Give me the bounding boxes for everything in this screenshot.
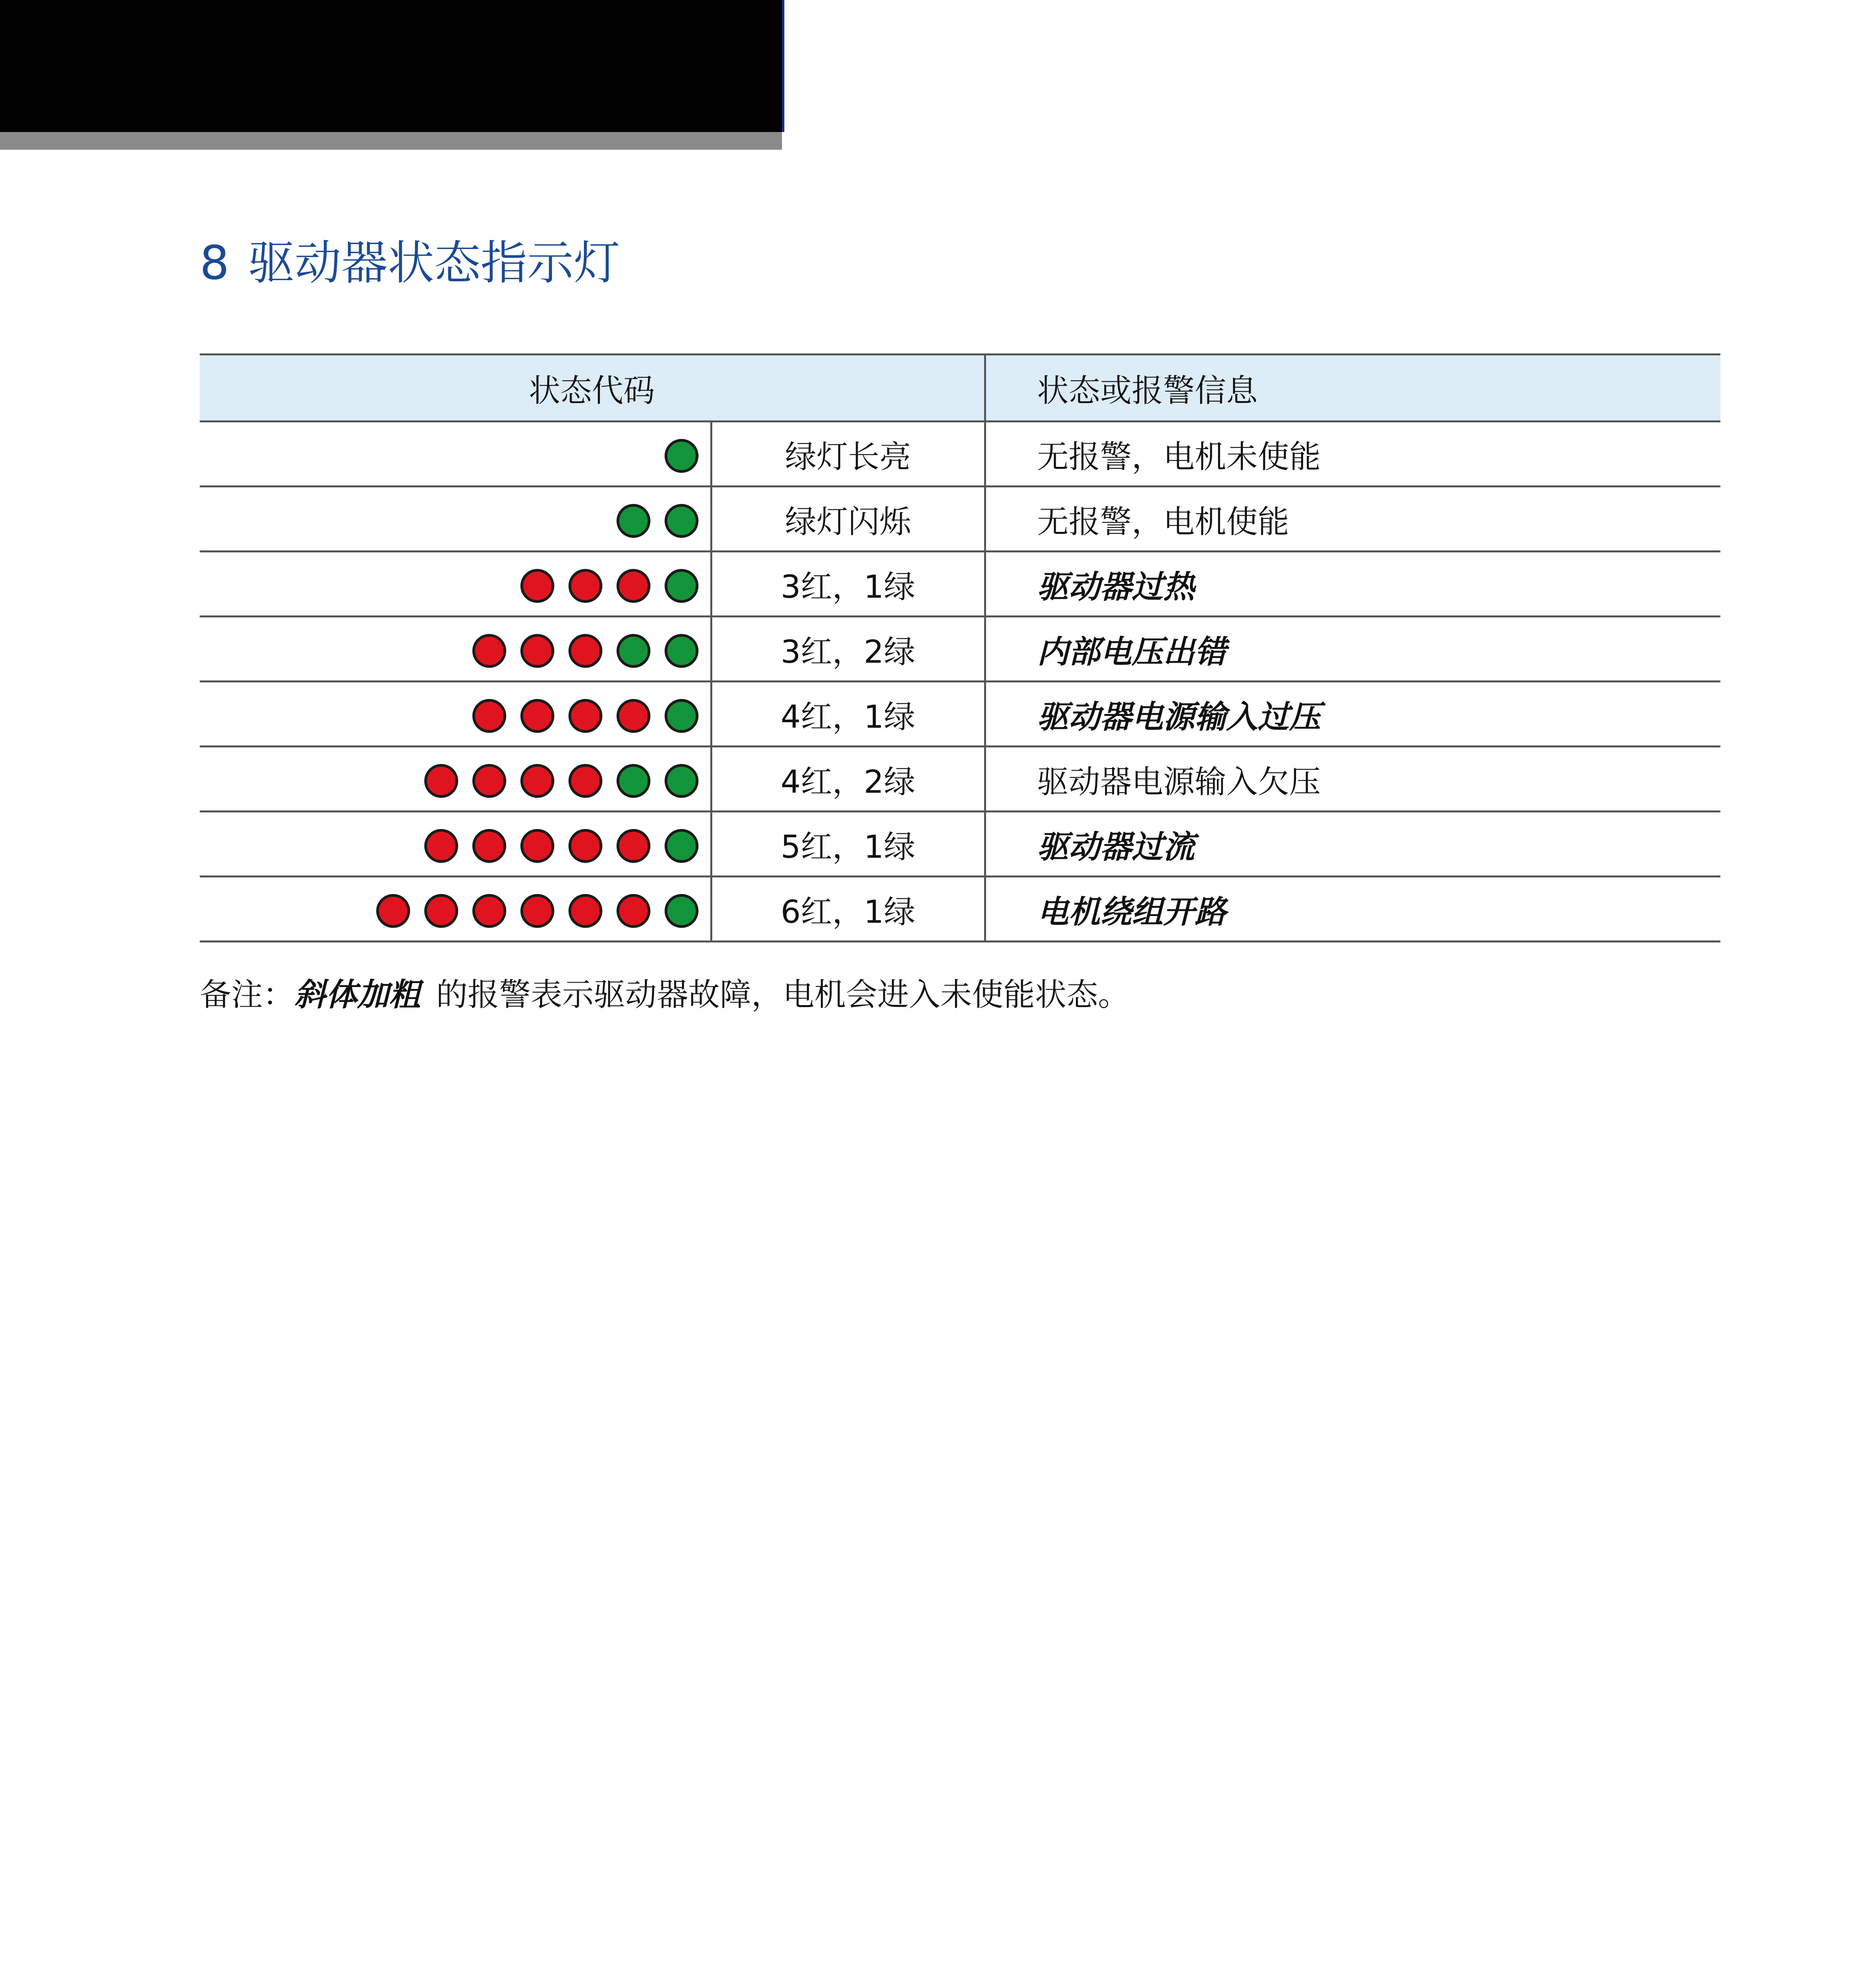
red-led-icon <box>617 829 650 863</box>
table-row <box>200 422 1720 487</box>
header-message: 状态或报警信息 <box>985 355 1720 422</box>
led-pattern <box>200 617 711 682</box>
green-led-icon <box>617 764 650 798</box>
green-led-icon <box>665 504 698 538</box>
red-led-icon <box>472 894 506 928</box>
red-led-icon <box>568 634 602 668</box>
status-code-cell: 6红，1绿 <box>711 877 985 942</box>
green-led-icon <box>665 764 698 798</box>
status-message-cell: 驱动器电源输入过压 <box>985 682 1720 747</box>
note-emphasis: 斜体加粗 <box>294 976 420 1013</box>
table-row <box>200 682 1720 747</box>
red-led-icon <box>617 699 650 733</box>
status-table-body <box>200 422 1720 942</box>
table-row <box>200 747 1720 812</box>
red-led-icon <box>520 569 554 603</box>
header-grey-stripe <box>0 132 782 150</box>
table-row <box>200 877 1720 942</box>
status-message-cell: 无报警，电机使能 <box>985 487 1720 552</box>
table-row <box>200 617 1720 682</box>
green-led-icon <box>665 894 698 928</box>
green-led-icon <box>665 439 698 473</box>
status-table <box>200 353 1720 942</box>
status-code-cell: 绿灯闪烁 <box>711 487 985 552</box>
status-message-cell: 驱动器过热 <box>985 552 1720 617</box>
red-led-icon <box>568 699 602 733</box>
status-message-cell: 驱动器过流 <box>985 812 1720 877</box>
red-led-icon <box>472 699 506 733</box>
red-led-icon <box>617 894 650 928</box>
red-led-icon <box>568 764 602 798</box>
table-note <box>200 969 1129 1015</box>
section-title-text: 驱动器状态指示灯 <box>248 236 620 290</box>
red-led-icon <box>568 894 602 928</box>
red-led-icon <box>568 829 602 863</box>
status-code-cell: 绿灯长亮 <box>711 422 985 487</box>
red-led-icon <box>424 894 458 928</box>
red-led-icon <box>520 829 554 863</box>
led-pattern <box>200 682 711 747</box>
status-message-cell: 电机绕组开路 <box>985 877 1720 942</box>
section-title <box>200 225 620 300</box>
status-code-cell: 4红，1绿 <box>711 682 985 747</box>
green-led-icon <box>617 504 650 538</box>
red-led-icon <box>424 764 458 798</box>
led-pattern <box>200 487 711 552</box>
red-led-icon <box>376 894 410 928</box>
status-message-cell: 无报警，电机未使能 <box>985 422 1720 487</box>
table-row <box>200 812 1720 877</box>
led-pattern <box>200 877 711 942</box>
red-led-icon <box>424 829 458 863</box>
status-code-cell: 3红，1绿 <box>711 552 985 617</box>
status-message-cell: 内部电压出错 <box>985 617 1720 682</box>
red-led-icon <box>472 634 506 668</box>
red-led-icon <box>520 764 554 798</box>
red-led-icon <box>472 829 506 863</box>
status-code-cell: 3红，2绿 <box>711 617 985 682</box>
red-led-icon <box>520 894 554 928</box>
green-led-icon <box>665 569 698 603</box>
led-pattern <box>200 747 711 812</box>
table-row <box>200 552 1720 617</box>
led-pattern <box>200 812 711 877</box>
red-led-icon <box>617 569 650 603</box>
red-led-icon <box>520 699 554 733</box>
section-number: 8 <box>200 236 230 290</box>
note-prefix: 备注： <box>200 976 294 1013</box>
red-led-icon <box>568 569 602 603</box>
green-led-icon <box>665 634 698 668</box>
header-black-bar <box>0 0 784 132</box>
status-code-cell: 5红，1绿 <box>711 812 985 877</box>
green-led-icon <box>665 829 698 863</box>
note-suffix: 的报警表示驱动器故障，电机会进入未使能状态。 <box>436 976 1129 1013</box>
led-pattern <box>200 552 711 617</box>
green-led-icon <box>617 634 650 668</box>
green-led-icon <box>665 699 698 733</box>
status-message-cell: 驱动器电源输入欠压 <box>985 747 1720 812</box>
led-pattern <box>200 422 711 487</box>
table-header-row <box>200 355 1720 422</box>
table-row <box>200 487 1720 552</box>
header-status-code: 状态代码 <box>200 355 985 422</box>
red-led-icon <box>520 634 554 668</box>
red-led-icon <box>472 764 506 798</box>
status-code-cell: 4红，2绿 <box>711 747 985 812</box>
